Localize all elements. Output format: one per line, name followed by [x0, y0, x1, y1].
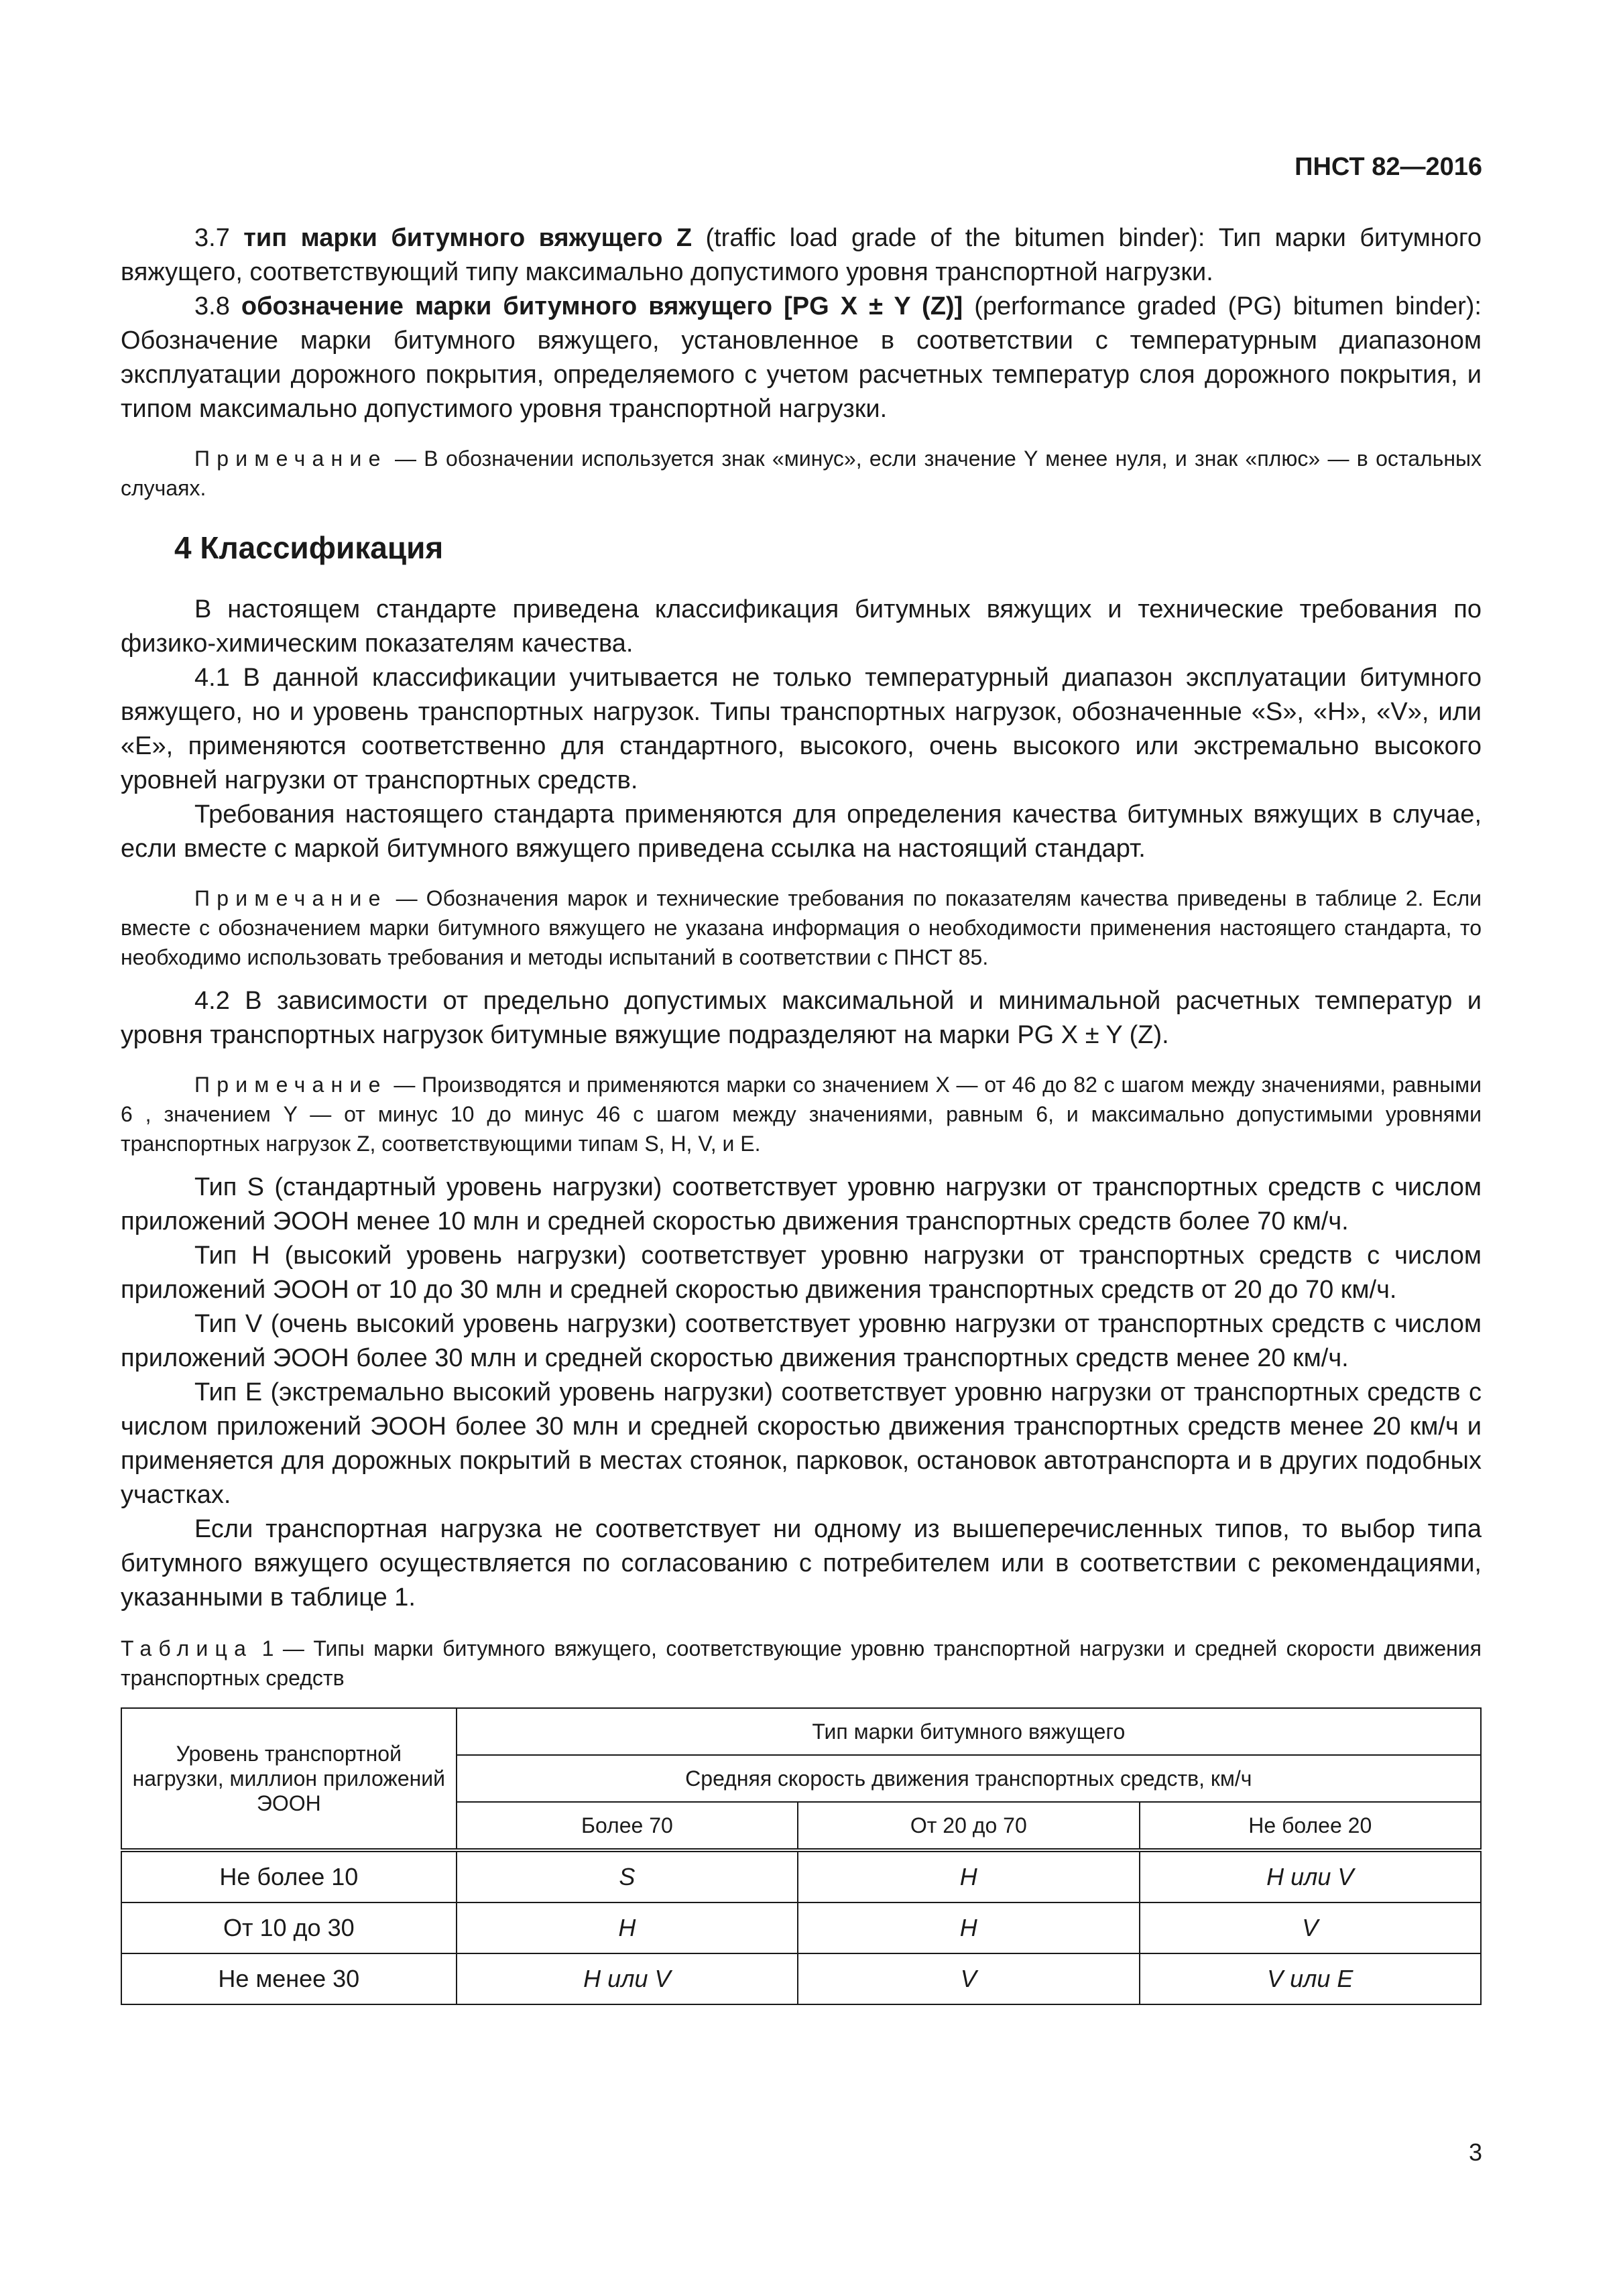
table-cell: H [798, 1902, 1139, 1953]
note-1 [121, 444, 1482, 503]
definition-3-8-number: 3.8 [194, 292, 230, 320]
table-1 [121, 1707, 1482, 2005]
doc-code-header: ПНСТ 82—2016 [1295, 153, 1482, 181]
type-e-description: Тип E (экстремально высокий уровень нагрузки) соответствует уровню нагрузки от транспортных средств с числом приложений ЭООН более 30 млн и средней скоростью движения транспортных средств менее 20 км/ч и применяется для дорожных покрытий в местах стоянок, парковок, остановок автотранспорта и в других подобных участках. [121, 1378, 1482, 1509]
table-cell: H или V [1140, 1850, 1482, 1902]
note-2-text: — Обозначения марок и технические требования по показателям качества приведены в таблице 2. Если вместе с обозначением марки битумного вяжущего не указана информация о необходимости применения настоящего стандарта, то необходимо использовать требования и методы испытаний в соответствии с ПНСТ 85. [121, 886, 1482, 969]
table-column-header: Не более 20 [1140, 1802, 1482, 1850]
table-cell: V [798, 1953, 1139, 2004]
table-1-caption-text: 1 — Типы марки битумного вяжущего, соответствующие уровню транспортной нагрузки и средней скорости движения транспортных средств [121, 1636, 1482, 1690]
table-row [121, 1902, 1481, 1953]
type-h-description: Тип H (высокий уровень нагрузки) соответствует уровню нагрузки от транспортных средств с числом приложений ЭООН от 10 до 30 млн и средней скоростью движения транспортных средств от 20 до 70 км/ч. [121, 1242, 1482, 1304]
note-3 [121, 1070, 1482, 1158]
table-row-label: От 10 до 30 [121, 1902, 457, 1953]
table-cell: H [798, 1850, 1139, 1902]
paragraph-4-1: 4.1 В данной классификации учитывается не только температурный диапазон эксплуатации битумного вяжущего, но и уровень транспортных нагрузок. Типы транспортных нагрузок, обозначенные «S», «H», «V», или «E», применяются соответственно для стандартного, высокого, очень высокого или экстремально высокого уровней нагрузки от транспортных средств. [121, 664, 1482, 794]
table-row-header: Уровень транспортной нагрузки, миллион приложений ЭООН [121, 1708, 457, 1850]
page-content [121, 221, 1482, 2005]
table-cell: H [457, 1902, 798, 1953]
table-cell: H или V [457, 1953, 798, 2004]
table-row-label: Не менее 30 [121, 1953, 457, 2004]
note-1-text: — В обозначении используется знак «минус», если значение Y менее нуля, и знак «плюс» — в остальных случаях. [121, 446, 1482, 500]
table-column-header: Более 70 [457, 1802, 798, 1850]
table-row-label: Не более 10 [121, 1850, 457, 1902]
table-subgroup-header: Средняя скорость движения транспортных средств, км/ч [457, 1755, 1481, 1802]
definition-3-7-term: тип марки битумного вяжущего Z [243, 224, 693, 252]
definition-3-7-number: 3.7 [194, 224, 230, 252]
closing-paragraph: Если транспортная нагрузка не соответствует ни одному из вышеперечисленных типов, то выбор типа битумного вяжущего осуществляется по согласованию с потребителем или в соответствии с рекомендациями, указанными в таблице 1. [121, 1515, 1482, 1612]
page-number: 3 [1468, 2138, 1482, 2166]
section-4-title: 4 Классификация [174, 530, 444, 565]
table-column-header: От 20 до 70 [798, 1802, 1139, 1850]
table-group-header: Тип марки битумного вяжущего [457, 1708, 1481, 1755]
note-1-label: Примечание [194, 446, 387, 471]
paragraph-4-2: 4.2 В зависимости от предельно допустимых максимальной и минимальной расчетных температур и уровня транспортных нагрузок битумные вяжущие подразделяют на марки PG X ± Y (Z). [121, 987, 1482, 1049]
table-cell: S [457, 1850, 798, 1902]
definition-3-7-text: (traffic load grade of the bitumen binder): Тип марки битумного вяжущего, соответствующий типу максимально допустимого уровня транспортной нагрузки. [121, 224, 1482, 286]
table-row [121, 1850, 1481, 1902]
paragraph-4-1-requirements: Требования настоящего стандарта применяются для определения качества битумных вяжущих в случае, если вместе с маркой битумного вяжущего приведена ссылка на настоящий стандарт. [121, 800, 1482, 863]
table-cell: V или E [1140, 1953, 1482, 2004]
note-2-label: Примечание [194, 886, 387, 910]
definition-3-7 [121, 221, 1482, 290]
table-1-caption [121, 1634, 1482, 1693]
table-cell: V [1140, 1902, 1482, 1953]
type-s-description: Тип S (стандартный уровень нагрузки) соответствует уровню нагрузки от транспортных средств с числом приложений ЭООН менее 10 млн и средней скоростью движения транспортных средств более 70 км/ч. [121, 1173, 1482, 1235]
definition-3-8-term: обозначение марки битумного вяжущего [PG X ± Y (Z)] [241, 292, 963, 320]
type-v-description: Тип V (очень высокий уровень нагрузки) соответствует уровню нагрузки от транспортных средств с числом приложений ЭООН более 30 млн и средней скоростью движения транспортных средств менее 20 км/ч. [121, 1310, 1482, 1372]
definition-3-8 [121, 290, 1482, 426]
table-1-caption-label: Таблица [121, 1636, 253, 1660]
table-row [121, 1953, 1481, 2004]
definition-3-8-text: (performance graded (PG) bitumen binder): Обозначение марки битумного вяжущего, установленное в соответствии с температурным диапазоном эксплуатации дорожного покрытия, определяемого с учетом расчетных температур слоя дорожного покрытия, и типом максимально допустимого уровня транспортной нагрузки. [121, 292, 1482, 423]
section-4-intro: В настоящем стандарте приведена классификация битумных вяжущих и технические требования по физико-химическим показателям качества. [121, 595, 1482, 658]
note-3-text: — Производятся и применяются марки со значением X — от 46 до 82 с шагом между значениями, равными 6 , значением Y — от минус 10 до минус 46 с шагом между значениями, равным 6, и максимально допустимыми уровнями транспортных нагрузок Z, соответствующими типам S, H, V, и E. [121, 1073, 1482, 1156]
note-2 [121, 884, 1482, 972]
note-3-label: Примечание [194, 1073, 387, 1097]
